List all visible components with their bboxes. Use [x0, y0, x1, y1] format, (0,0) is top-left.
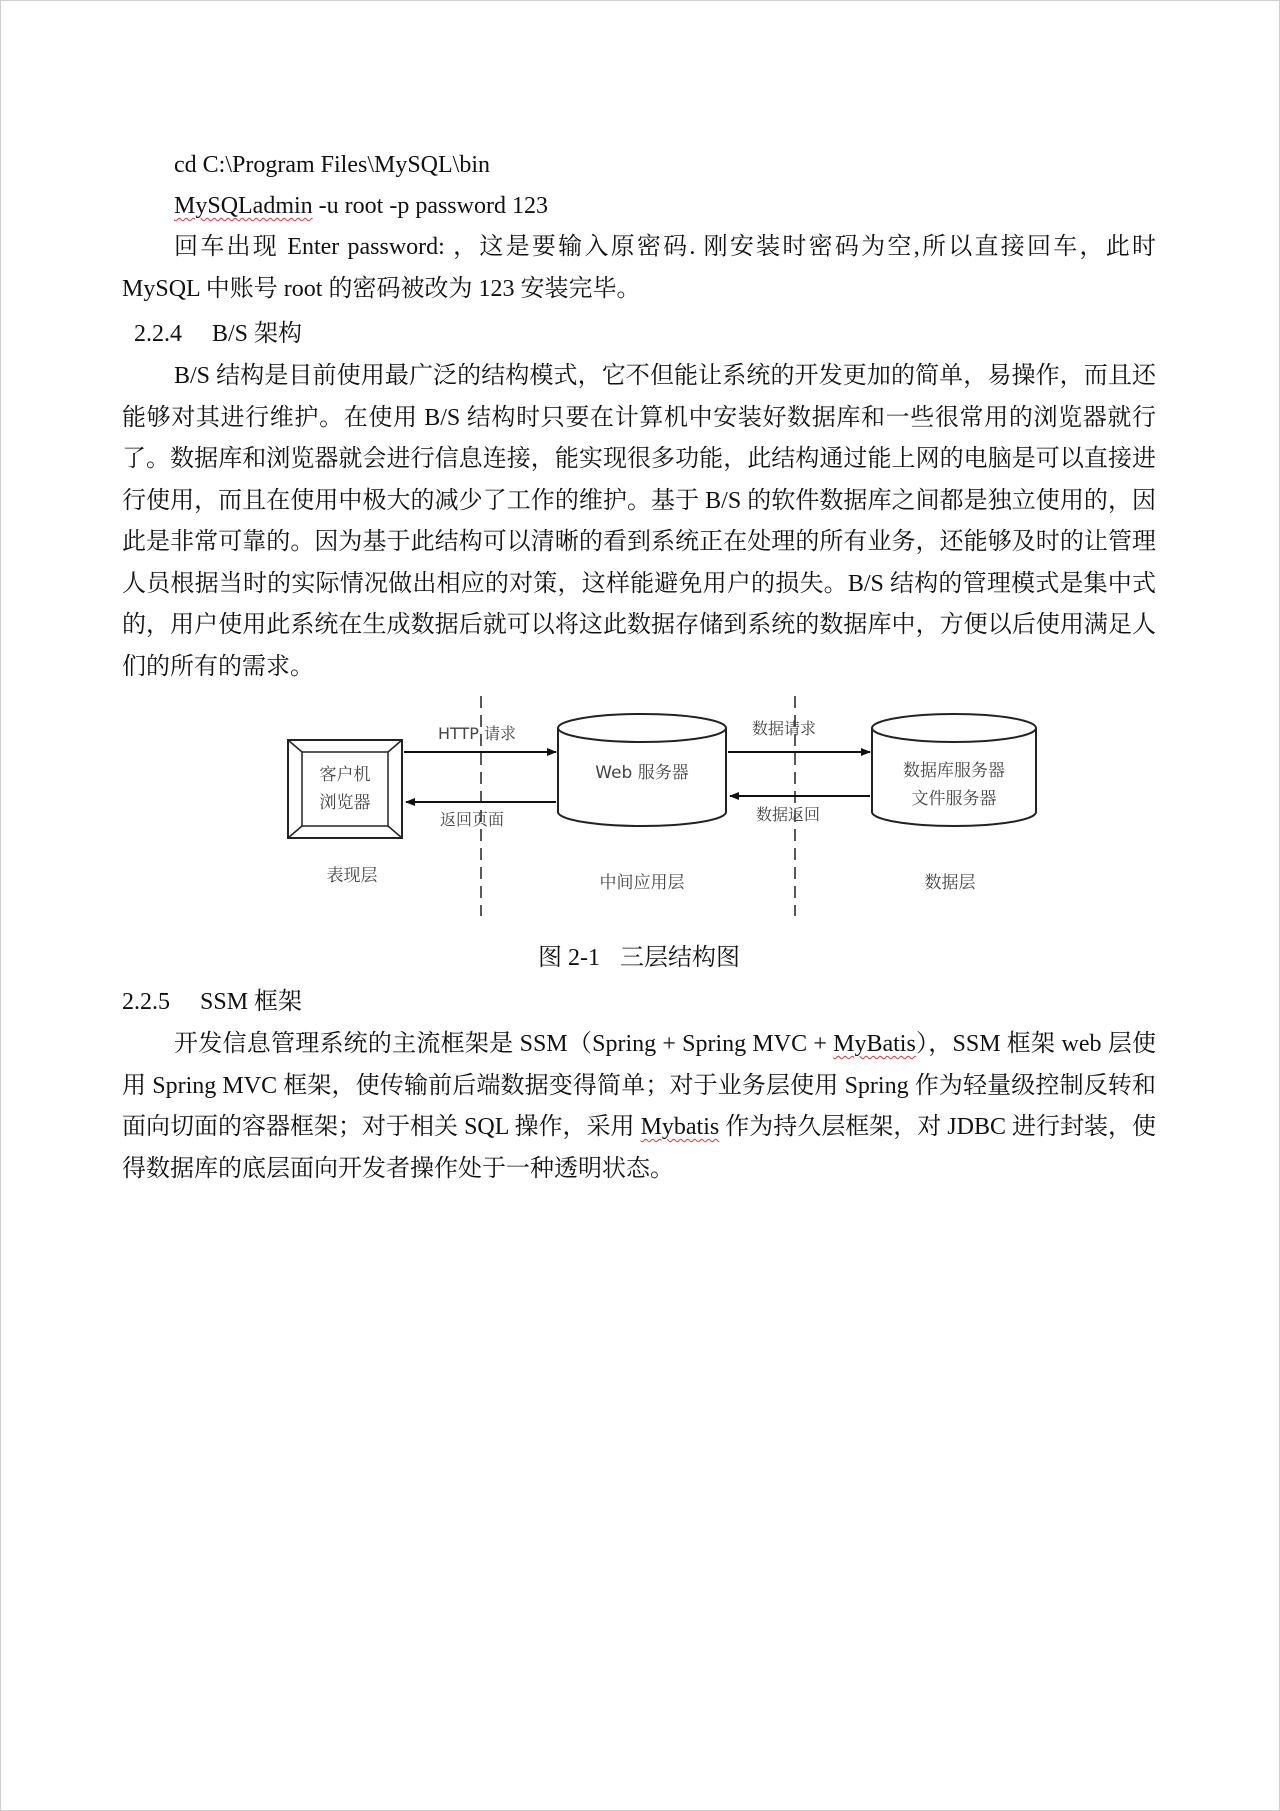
section-heading-2-2-4: [122, 314, 1156, 354]
document-body: [122, 145, 1156, 1190]
db-server-label-2: 文件服务器: [911, 789, 997, 809]
ssm-text-2: ），SSM 框架 web 层使用 Spring MVC 框架，使传输前后端数据变得简单；对于业务层使用 Spring 作为轻量级控制反转和面向切面的容器框架；对于相关 SQL 操作，采用: [122, 1031, 1156, 1140]
intro-paragraph: 回车出现 Enter password: ，这是要输入原密码. 刚安装时密码为空,所以直接回车，此时MySQL 中账号 root 的密码被改为 123 安装完毕。: [122, 234, 1156, 302]
layer-middle: 中间应用层: [599, 873, 685, 893]
mysqladmin-word: MySQLadmin: [174, 193, 313, 219]
mybatis-term: MyBatis: [833, 1031, 916, 1057]
bs-paragraph: B/S 结构是目前使用最广泛的结构模式，它不但能让系统的开发更加的简单，易操作，而且还能够对其进行维护。在使用 B/S 结构时只要在计算机中安装好数据库和一些很常用的浏览器就行了。数据库和浏览器就会进行信息连接，能实现很多功能，此结构通过能上网的电脑是可以直接进行使用，而且在使用中极大的减少了工作的维护。基于 B/S 的软件数据库之间都是独立使用的，因此是非常可靠的。因为基于此结构可以清晰的看到系统正在处理的所有业务，还能够及时的让管理人员根据当时的实际情况做出相应的对策，这样能避免用户的损失。B/S 结构的管理模式是集中式的，用户使用此系统在生成数据后就可以将这此数据存储到系统的数据库中，方便以后使用满足人们的所有的需求。: [122, 363, 1156, 680]
web-server-label: Web 服务器: [595, 763, 689, 783]
db-server-cylinder: [872, 714, 1036, 826]
three-tier-diagram: [122, 688, 1156, 938]
section-heading-2-2-5: [122, 982, 1156, 1022]
ssm-paragraph: [122, 1024, 1156, 1190]
layer-data: 数据层: [924, 873, 976, 893]
label-http-request: HTTP 请求: [438, 724, 517, 743]
section-number: 2.2.5: [122, 989, 170, 1015]
client-label-1: 客户机: [319, 765, 371, 785]
web-server-cylinder: [558, 714, 726, 826]
figure-caption: [122, 938, 1156, 978]
section-title: B/S 架构: [212, 321, 303, 347]
code-line-cd: [122, 145, 1156, 186]
label-data-return: 数据返回: [756, 805, 821, 824]
three-tier-figure: [122, 688, 1156, 938]
caption-number: 图 2-1: [538, 945, 600, 971]
section-title: SSM 框架: [200, 989, 303, 1015]
cd-command: cd C:\Program Files\MySQL\bin: [174, 152, 491, 178]
code-line-mysqladmin: [122, 186, 1156, 227]
client-label-2: 浏览器: [319, 793, 371, 813]
ssm-text-3: 作为持久层框架，对 JDBC 进行封装，使得数据库的底层面向开发者操作处于一种透明状态。: [122, 1114, 1157, 1182]
section-number: 2.2.4: [134, 321, 182, 347]
ssm-text-1: 开发信息管理系统的主流框架是 SSM（Spring + Spring MVC +: [174, 1031, 834, 1057]
layer-presentation: 表现层: [326, 866, 378, 886]
label-return-page: 返回页面: [440, 810, 505, 829]
client-browser-box: [288, 740, 402, 838]
mysqladmin-args: -u root -p password 123: [312, 193, 548, 219]
db-server-label-1: 数据库服务器: [903, 761, 1005, 781]
label-data-request: 数据请求: [752, 719, 817, 738]
mybatis-term-2: Mybatis: [640, 1114, 720, 1140]
caption-title: 三层结构图: [620, 945, 740, 971]
